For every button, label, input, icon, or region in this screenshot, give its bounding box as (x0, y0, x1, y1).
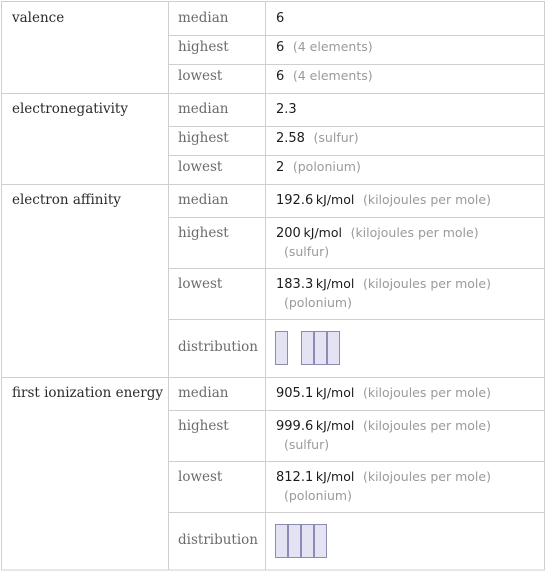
row-label-lowest: lowest (178, 469, 223, 485)
histogram-bar (314, 524, 327, 558)
valence-highest-value: 6 (4 elements) (276, 39, 373, 55)
row-label-median: median (178, 101, 229, 117)
property-electronegativity: electronegativity (12, 101, 128, 117)
property-first-ionization-energy: first ionization energy (12, 385, 163, 401)
electron-affinity-distribution-histogram (275, 331, 340, 365)
histogram-gap (288, 331, 301, 365)
row-label-distribution: distribution (178, 532, 258, 548)
histogram-bar (288, 524, 301, 558)
electron-affinity-lowest-value: 183.3 kJ/mol (kilojoules per mole) (polonium) (276, 276, 491, 310)
property-valence: valence (12, 10, 65, 26)
property-electron-affinity: electron affinity (12, 192, 121, 208)
row-label-highest: highest (178, 130, 229, 146)
ionization-median-value: 905.1 kJ/mol (kilojoules per mole) (276, 385, 491, 401)
electronegativity-lowest-value: 2 (polonium) (276, 159, 361, 175)
histogram-bar (327, 331, 340, 365)
histogram-bar (301, 331, 314, 365)
row-label-lowest: lowest (178, 159, 223, 175)
histogram-bar (275, 524, 288, 558)
row-label-distribution: distribution (178, 339, 258, 355)
electron-affinity-median-value: 192.6 kJ/mol (kilojoules per mole) (276, 192, 491, 208)
valence-median-value: 6 (276, 11, 285, 26)
row-label-lowest: lowest (178, 276, 223, 292)
histogram-bar (301, 524, 314, 558)
row-label-median: median (178, 10, 229, 26)
row-label-highest: highest (178, 39, 229, 55)
valence-lowest-value: 6 (4 elements) (276, 68, 373, 84)
row-label-median: median (178, 385, 229, 401)
electronegativity-median-value: 2.3 (276, 102, 297, 117)
ionization-highest-value: 999.6 kJ/mol (kilojoules per mole) (sulfur) (276, 418, 491, 452)
electron-affinity-highest-value: 200 kJ/mol (kilojoules per mole) (sulfur) (276, 225, 479, 259)
row-label-highest: highest (178, 225, 229, 241)
row-label-median: median (178, 192, 229, 208)
histogram-bar (314, 331, 327, 365)
electronegativity-highest-value: 2.58 (sulfur) (276, 130, 359, 146)
row-label-lowest: lowest (178, 68, 223, 84)
ionization-distribution-histogram (275, 524, 327, 558)
row-label-highest: highest (178, 418, 229, 434)
ionization-lowest-value: 812.1 kJ/mol (kilojoules per mole) (polonium) (276, 469, 491, 503)
histogram-bar (275, 331, 288, 365)
